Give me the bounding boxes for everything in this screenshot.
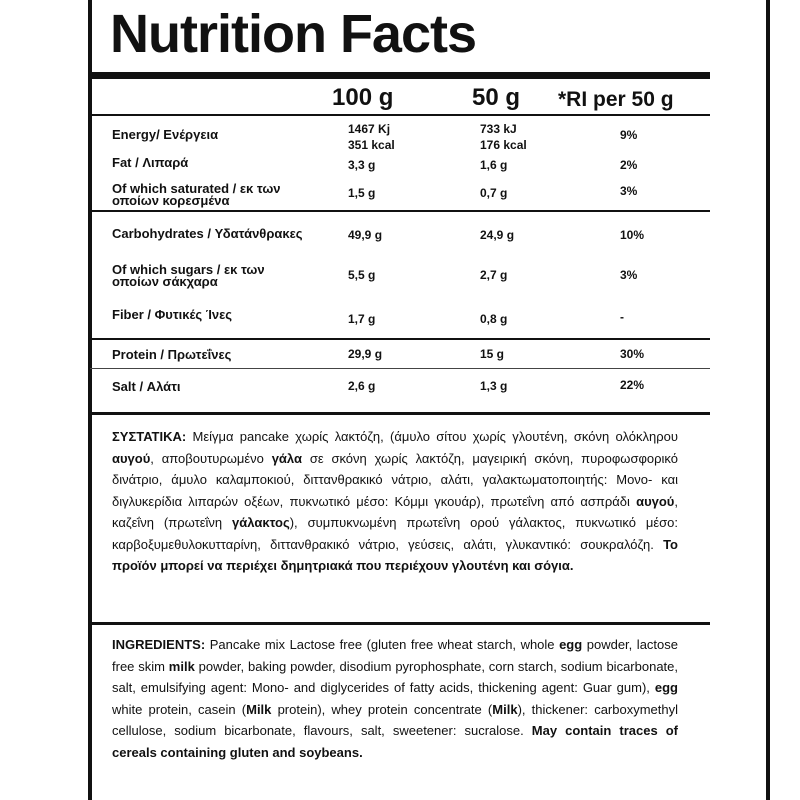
allergen-egg: αυγού xyxy=(112,450,151,466)
ingredients-english-text: powder, baking powder, disodium pyrophosphate, corn starch, sodium bicarbonate, salt, emulsifying agent: Mono- and diglycerides of fatty acids, thickening agent: Guar gum), xyxy=(112,658,679,695)
column-header-ri: *RI per 50 g xyxy=(558,88,674,111)
row-label-saturated: Of which saturated / εκ των xyxy=(112,181,281,196)
row-value-ri-fat: 2% xyxy=(620,158,638,172)
row-label-saturated-line2: οποίων κορεσμένα xyxy=(112,193,230,208)
column-header-100g: 100 g xyxy=(332,84,394,111)
row-value-ri-saturated: 3% xyxy=(620,184,638,198)
row-value-50g-fiber: 0,8 g xyxy=(480,312,508,326)
row-value-50g-energy-kcal: 176 kcal xyxy=(480,138,527,152)
row-value-100g-fat: 3,3 g xyxy=(348,158,376,172)
row-value-100g-energy-kcal: 351 kcal xyxy=(348,138,395,152)
ingredients-separator-rule xyxy=(90,622,710,625)
ingredients-greek-text: , αποβουτυρωμένο xyxy=(150,450,272,466)
allergen-milk: γάλα xyxy=(271,450,302,466)
ingredients-english-text: protein), whey protein concentrate ( xyxy=(271,701,493,717)
row-value-50g-salt: 1,3 g xyxy=(480,379,508,393)
ingredients-english-text: Pancake mix Lactose free (gluten free wheat starch, whole xyxy=(205,637,560,652)
row-label-energy: Energy/ Ενέργεια xyxy=(112,127,219,142)
row-value-100g-fiber: 1,7 g xyxy=(348,312,376,326)
right-border xyxy=(766,0,770,800)
row-value-ri-salt: 22% xyxy=(620,378,645,392)
ingredients-english xyxy=(112,634,678,763)
row-value-50g-energy-kj: 733 kJ xyxy=(480,122,517,136)
header-rule xyxy=(90,114,710,116)
row-label-fat: Fat / Λιπαρά xyxy=(112,155,189,170)
row-value-50g-protein: 15 g xyxy=(480,347,505,361)
ingredients-greek xyxy=(112,426,678,577)
row-value-50g-fat: 1,6 g xyxy=(480,158,508,172)
row-label-salt: Salt / Αλάτι xyxy=(112,379,181,394)
row-value-ri-carbohydrates: 10% xyxy=(620,228,645,242)
table-bottom-rule xyxy=(90,412,710,415)
allergen-milk: Milk xyxy=(246,701,272,717)
row-value-ri-protein: 30% xyxy=(620,347,645,361)
row-value-50g-saturated: 0,7 g xyxy=(480,186,508,200)
allergen-egg: egg xyxy=(654,680,678,695)
row-value-100g-carbohydrates: 49,9 g xyxy=(348,228,383,242)
ingredients-greek-text: , καζεΐνη (πρωτεΐνη xyxy=(112,493,678,530)
row-value-50g-carbohydrates: 24,9 g xyxy=(480,228,515,242)
allergen-milk: Milk xyxy=(492,701,518,717)
allergen-egg: egg xyxy=(559,637,583,652)
column-header-50g: 50 g xyxy=(472,84,521,111)
allergen-warning-greek: Το προϊόν μπορεί να περιέχει δημητριακά που περιέχουν γλουτένη και σόγια. xyxy=(112,536,678,573)
row-value-ri-energy: 9% xyxy=(620,128,638,142)
left-border xyxy=(88,0,92,800)
row-value-100g-sugars: 5,5 g xyxy=(348,268,376,282)
ingredients-english-text: white protein, casein ( xyxy=(112,701,247,717)
allergen-warning-english: May contain traces of cereals containing gluten and soybeans. xyxy=(112,723,679,760)
ingredients-greek-heading: ΣΥΣΤΑΤΙΚΑ: xyxy=(112,429,187,444)
page-title: Nutrition Facts xyxy=(110,4,477,64)
row-value-ri-sugars: 3% xyxy=(620,268,638,282)
title-rule xyxy=(90,72,710,79)
row-value-ri-fiber: - xyxy=(620,310,624,324)
ingredients-greek-text: σε σκόνη χωρίς λακτόζη, μαγειρική σκόνη, πυροφωσφορικό δινάτριο, άμυλο καλαμποκιού, διττανθρακικό νάτριο, αλάτι, γαλακτωματοποιητής: Μονο- και διγλυκερίδια λιπαρών οξέων, πυκνωτικό μέσο: Κόμμι γκουάρ), πρωτεΐνη από ασπράδι xyxy=(112,450,678,509)
ingredients-english-text: powder, lactose free skim xyxy=(112,637,678,674)
allergen-milk: milk xyxy=(168,658,195,674)
row-value-100g-salt: 2,6 g xyxy=(348,379,376,393)
row-value-50g-sugars: 2,7 g xyxy=(480,268,508,282)
fat-section-rule xyxy=(90,210,710,212)
ingredients-english-heading: INGREDIENTS: xyxy=(112,637,206,652)
protein-rule xyxy=(90,368,710,369)
row-value-100g-saturated: 1,5 g xyxy=(348,186,376,200)
row-label-protein: Protein / Πρωτεΐνες xyxy=(112,347,232,362)
row-label-sugars: Of which sugars / εκ των xyxy=(112,262,265,277)
ingredients-greek-text: ), συμπυκνωμένη πρωτεΐνη ορού γάλακτος, πυκνωτικό μέσο: καρβοξυμεθυλοκυτταρίνη, διττανθρακικό νάτριο, γεύσεις, αλάτι, γλυκαντικό: σουκραλόζη. xyxy=(112,515,678,552)
fiber-rule xyxy=(90,338,710,340)
row-label-sugars-line2: οποίων σάκχαρα xyxy=(112,274,218,289)
row-value-100g-protein: 29,9 g xyxy=(348,347,383,361)
allergen-egg: αυγού xyxy=(636,493,675,509)
row-value-100g-energy-kj: 1467 Kj xyxy=(348,122,391,136)
row-label-carbohydrates: Carbohydrates / Υδατάνθρακες xyxy=(112,226,303,241)
ingredients-greek-text: Μείγμα pancake χωρίς λακτόζη, (άμυλο σίτου χωρίς γλουτένη, σκόνη ολόκληρου xyxy=(186,429,678,444)
row-label-fiber: Fiber / Φυτικές Ίνες xyxy=(112,307,233,322)
ingredients-english-text: ), thickener: carboxymethyl cellulose, sodium bicarbonate, flavours, salt, sweetener: sucralose. xyxy=(112,701,678,738)
allergen-milk: γάλακτος xyxy=(232,515,290,530)
